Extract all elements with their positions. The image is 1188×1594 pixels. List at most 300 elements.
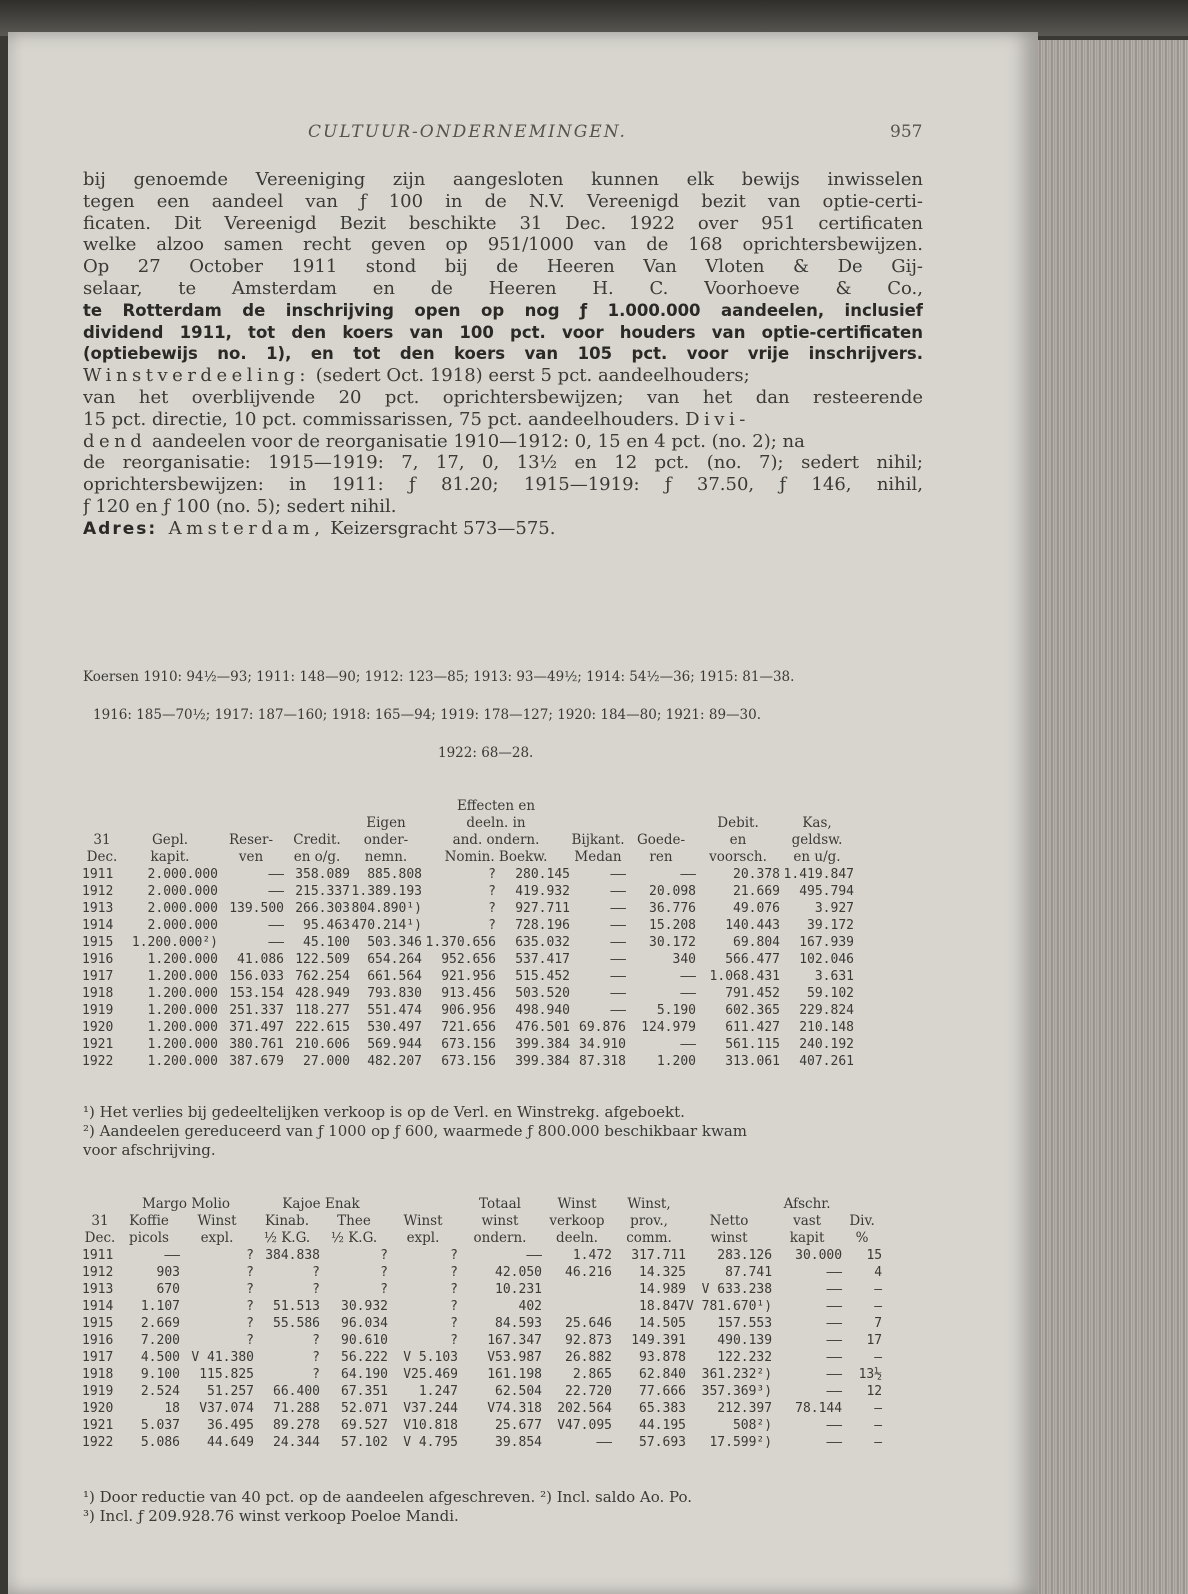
- table-header-cell: [626, 815, 696, 832]
- table-cell: 18.847: [639, 1299, 686, 1314]
- table-header-cell: and. ondern.: [452, 832, 540, 848]
- table-cell: 673.156: [441, 1037, 496, 1052]
- table-cell: —: [874, 1401, 883, 1416]
- footnote: ³) Incl. ƒ 209.928.76 winst verkoop Poeloe Mandi.: [83, 1507, 459, 1525]
- table-cell: 90.610: [341, 1333, 388, 1348]
- table-header-cell: [82, 815, 122, 832]
- table-cell: ?: [312, 1333, 320, 1348]
- table-cell: V74.318: [487, 1401, 542, 1416]
- table-cell: 2.000.000: [147, 901, 218, 916]
- table-cell: 793.830: [367, 986, 422, 1001]
- table-cell: ?: [488, 867, 496, 882]
- table-header-cell: [570, 798, 626, 815]
- table-cell: 661.564: [367, 969, 422, 984]
- table-header-cell: 31: [91, 1213, 109, 1229]
- table-cell: 202.564: [557, 1401, 612, 1416]
- table-cell: 51.257: [207, 1384, 254, 1399]
- table-header-cell: Gepl.: [151, 832, 189, 848]
- table-header-cell: Koffie: [129, 1213, 169, 1229]
- adres-label: Adres:: [83, 518, 158, 539]
- table-cell: 51.513: [273, 1299, 320, 1314]
- table-cell: 2.669: [140, 1316, 180, 1331]
- table-cell: 482.207: [367, 1054, 422, 1069]
- book-page-edges: [1030, 40, 1188, 1594]
- table-header-cell: [842, 1196, 882, 1213]
- table-header-cell: Afschr.: [783, 1196, 831, 1212]
- table-cell: 358.089: [295, 867, 350, 882]
- table-cell: 13½: [858, 1367, 883, 1382]
- table-header-cell: Goede-: [636, 832, 686, 848]
- table-cell: 156.033: [229, 969, 284, 984]
- balance-footnotes: [83, 1103, 923, 1160]
- table-cell: 1920: [82, 1020, 114, 1035]
- table-cell: 1921: [82, 1037, 114, 1052]
- table-header-cell: [218, 798, 284, 815]
- table-cell: 1.200.000: [147, 1037, 218, 1052]
- table-cell: 1919: [82, 1003, 114, 1018]
- table-cell: 251.337: [229, 1003, 284, 1018]
- table-header-cell: Margo Molio: [141, 1196, 231, 1212]
- table-row: [82, 1417, 882, 1434]
- table-header-cell: voorsch.: [709, 849, 767, 865]
- table-cell: 537.417: [515, 952, 570, 967]
- running-title: CULTUUR-ONDERNEMINGEN.: [308, 122, 627, 142]
- table-cell: ?: [246, 1248, 254, 1263]
- table-row: [82, 951, 854, 968]
- table-cell: 39.854: [495, 1435, 542, 1450]
- table-cell: 17: [866, 1333, 883, 1348]
- table-header-cell: ven: [238, 849, 264, 865]
- table-header-cell: expl.: [200, 1230, 234, 1246]
- table-cell: 62.504: [495, 1384, 542, 1399]
- table-cell: 419.932: [515, 884, 570, 899]
- table-header-cell: Reser-: [228, 832, 274, 848]
- table-cell: 728.196: [515, 918, 570, 933]
- table-cell: 1916: [82, 952, 114, 967]
- table-header-cell: prov.,: [630, 1213, 668, 1229]
- table-header-cell: kapit.: [150, 849, 190, 865]
- table-cell: 804.890¹): [351, 901, 422, 916]
- table-cell: ——: [526, 1248, 542, 1263]
- table-cell: ?: [450, 1265, 458, 1280]
- table-cell: —: [874, 1418, 883, 1433]
- table-cell: 210.148: [799, 1020, 854, 1035]
- table-cell: V37.244: [403, 1401, 458, 1416]
- body-paragraph: [83, 169, 923, 540]
- table-cell: ?: [488, 884, 496, 899]
- table-cell: 210.606: [295, 1037, 350, 1052]
- body-line: tegen een aandeel van ƒ 100 in de N.V. Vereenigd bezit van optie-certi-: [83, 190, 923, 212]
- table-row: [82, 1247, 882, 1264]
- table-header-row: [82, 832, 854, 849]
- table-cell: 266.303: [295, 901, 350, 916]
- table-cell: 153.154: [229, 986, 284, 1001]
- table-cell: 59.102: [807, 986, 854, 1001]
- table-cell: —: [874, 1350, 883, 1365]
- table-cell: 1.200.000: [147, 1003, 218, 1018]
- table-cell: 384.838: [265, 1248, 320, 1263]
- table-cell: 41.086: [237, 952, 284, 967]
- table-cell: 399.384: [515, 1037, 570, 1052]
- table-row: [82, 934, 854, 951]
- table-cell: 387.679: [229, 1054, 284, 1069]
- table-cell: 371.497: [229, 1020, 284, 1035]
- table-cell: 26.882: [565, 1350, 612, 1365]
- table-header-row: [82, 849, 854, 866]
- table-header-cell: ren: [649, 849, 673, 865]
- table-cell: 1911: [82, 867, 114, 882]
- table-cell: 1915: [82, 935, 114, 950]
- table-header-cell: en u/g.: [793, 849, 841, 865]
- table-cell: ——: [826, 1418, 843, 1433]
- table-header-cell: Winst: [557, 1196, 597, 1212]
- table-cell: 2.000.000: [147, 884, 218, 899]
- table-cell: 24.344: [273, 1435, 320, 1450]
- bold-line: dividend 1911, tot den koers van 100 pct. voor houders van optie-certificaten: [83, 322, 923, 342]
- table-cell: 149.391: [631, 1333, 686, 1348]
- table-row: [82, 1298, 882, 1315]
- table-cell: ——: [610, 969, 626, 984]
- table-cell: 611.427: [725, 1020, 780, 1035]
- table-cell: V53.987: [487, 1350, 542, 1365]
- table-cell: ?: [488, 918, 496, 933]
- table-cell: ?: [450, 1299, 458, 1314]
- table-cell: 57.102: [341, 1435, 388, 1450]
- table-cell: 93.878: [639, 1350, 686, 1365]
- table-cell: ?: [312, 1367, 320, 1382]
- koersen-line: Koersen 1910: 94½—93; 1911: 148—90; 1912: 123—85; 1913: 93—49½; 1914: 54½—36; 1915: 81—38.: [83, 669, 795, 685]
- results-footnotes: [83, 1488, 923, 1526]
- table-header-cell: [780, 798, 854, 815]
- footnote: ¹) Het verlies bij gedeeltelijken verkoop is op de Verl. en Winstrekg. afgeboekt.: [83, 1103, 685, 1121]
- table-row: [82, 968, 854, 985]
- table-cell: 3.927: [814, 901, 854, 916]
- table-cell: ——: [826, 1333, 843, 1348]
- table-cell: 34.910: [579, 1037, 626, 1052]
- table-header-cell: en o/g.: [293, 849, 341, 865]
- table-cell: 1914: [82, 1299, 114, 1314]
- table-cell: ——: [610, 986, 626, 1001]
- table-cell: 1919: [82, 1384, 114, 1399]
- table-cell: ?: [312, 1282, 320, 1297]
- table-header-cell: winst: [481, 1213, 519, 1229]
- table-cell: 2.000.000: [147, 918, 218, 933]
- table-row: [82, 1366, 882, 1383]
- table-cell: 45.100: [303, 935, 350, 950]
- table-cell: V 633.238: [701, 1282, 773, 1297]
- table-cell: 44.649: [207, 1435, 254, 1450]
- table-header-cell: %: [855, 1230, 869, 1246]
- table-cell: ——: [826, 1299, 843, 1314]
- table-cell: 566.477: [725, 952, 780, 967]
- table-header-cell: comm.: [626, 1230, 672, 1246]
- table-cell: 952.656: [441, 952, 496, 967]
- table-cell: 14.989: [639, 1282, 686, 1297]
- table-cell: —: [874, 1299, 883, 1314]
- table-header-cell: [284, 815, 350, 832]
- table-cell: ?: [450, 1316, 458, 1331]
- book-page: [8, 32, 1038, 1594]
- table-header-cell: ½ K.G.: [330, 1230, 378, 1246]
- dividend-text: aandeelen voor de reorganisatie 1910—1912: 0, 15 en 4 pct. (no. 2); na: [152, 430, 805, 452]
- body-line: ƒ 120 en ƒ 100 (no. 5); sedert nihil.: [83, 495, 397, 517]
- table-cell: 52.071: [341, 1401, 388, 1416]
- table-cell: 1.370.656: [425, 935, 496, 950]
- table-row: [82, 1383, 882, 1400]
- dividend-label-part1: Divi-: [685, 408, 750, 430]
- table-cell: 1922: [82, 1435, 114, 1450]
- table-cell: 55.586: [273, 1316, 320, 1331]
- table-cell: 64.190: [341, 1367, 388, 1382]
- table-cell: 18: [164, 1401, 180, 1416]
- table-header-cell: [686, 1196, 772, 1213]
- table-header-row: [82, 1230, 882, 1247]
- table-header-cell: geldsw.: [791, 832, 843, 848]
- table-cell: ?: [246, 1282, 254, 1297]
- table-cell: 1.200: [656, 1054, 696, 1069]
- table-row: [82, 985, 854, 1002]
- table-cell: 118.277: [295, 1003, 350, 1018]
- table-cell: ——: [826, 1316, 843, 1331]
- table-cell: V 41.380: [191, 1350, 254, 1365]
- table-header-cell: Netto: [709, 1213, 749, 1229]
- table-cell: 167.347: [487, 1333, 542, 1348]
- table-cell: 2.524: [140, 1384, 180, 1399]
- table-cell: V10.818: [403, 1418, 458, 1433]
- table-cell: 4: [874, 1265, 883, 1280]
- table-cell: 1918: [82, 1367, 114, 1382]
- table-cell: 17.599²): [709, 1435, 773, 1450]
- table-cell: ?: [246, 1299, 254, 1314]
- page-number: 957: [890, 122, 923, 142]
- table-cell: ——: [164, 1248, 180, 1263]
- table-cell: 530.497: [367, 1020, 422, 1035]
- table-cell: 15: [866, 1248, 883, 1263]
- table-cell: 36.776: [649, 901, 696, 916]
- table-cell: 22.720: [565, 1384, 612, 1399]
- table-cell: ——: [826, 1367, 843, 1382]
- table-row: [82, 1281, 882, 1298]
- table-cell: 71.288: [273, 1401, 320, 1416]
- table-cell: 78.144: [795, 1401, 843, 1416]
- footnote: ²) Aandeelen gereduceerd van ƒ 1000 op ƒ 600, waarmede ƒ 800.000 beschikbaar kwam: [83, 1122, 748, 1140]
- table-cell: 4.500: [140, 1350, 180, 1365]
- table-cell: 122.509: [295, 952, 350, 967]
- table-cell: ?: [312, 1350, 320, 1365]
- table-cell: V25.469: [403, 1367, 458, 1382]
- table-header-cell: [626, 798, 696, 815]
- table-cell: ?: [450, 1333, 458, 1348]
- table-cell: 490.139: [717, 1333, 773, 1348]
- table-cell: 49.076: [733, 901, 780, 916]
- table-cell: 1920: [82, 1401, 114, 1416]
- table-row: [82, 1400, 882, 1417]
- table-cell: 39.172: [807, 918, 854, 933]
- table-cell: ?: [488, 901, 496, 916]
- table-header-row: [82, 1213, 882, 1230]
- table-header-cell: en: [729, 832, 747, 848]
- table-cell: ——: [826, 1282, 843, 1297]
- table-cell: 503.346: [367, 935, 422, 950]
- table-cell: 551.474: [367, 1003, 422, 1018]
- table-cell: 399.384: [515, 1054, 570, 1069]
- table-cell: 7.200: [140, 1333, 180, 1348]
- table-header-cell: kapit: [789, 1230, 825, 1246]
- table-cell: 1.200.000: [147, 1020, 218, 1035]
- table-cell: 1.472: [572, 1248, 612, 1263]
- table-row: [82, 1332, 882, 1349]
- scan-top-shadow: [0, 0, 1188, 36]
- table-row: [82, 1349, 882, 1366]
- table-header-cell: Winst,: [627, 1196, 671, 1212]
- table-header-cell: expl.: [406, 1230, 440, 1246]
- table-cell: 476.501: [515, 1020, 570, 1035]
- table-cell: 25.677: [495, 1418, 542, 1433]
- table-cell: ——: [596, 1435, 612, 1450]
- table-cell: 1911: [82, 1248, 114, 1263]
- table-cell: 498.940: [515, 1003, 570, 1018]
- table-header-cell: Medan: [574, 849, 622, 865]
- table-cell: 95.463: [303, 918, 350, 933]
- bold-line: te Rotterdam de inschrijving open op nog ƒ 1.000.000 aandeelen, inclusief: [83, 300, 923, 320]
- table-cell: ——: [610, 884, 626, 899]
- table-cell: ——: [610, 901, 626, 916]
- table-row: [82, 917, 854, 934]
- table-cell: 222.615: [295, 1020, 350, 1035]
- table-header-cell: verkoop: [549, 1213, 605, 1229]
- table-row: [82, 900, 854, 917]
- table-header-cell: [122, 815, 218, 832]
- body-line: oprichtersbewijzen: in 1911: ƒ 81.20; 1915—1919: ƒ 37.50, ƒ 146, nihil,: [83, 474, 923, 496]
- results-table: [82, 1196, 882, 1451]
- body-line: ficaten. Dit Vereenigd Bezit beschikte 31 Dec. 1922 over 951 certificaten: [83, 212, 923, 234]
- table-cell: 15.208: [649, 918, 696, 933]
- table-header-cell: [570, 815, 626, 832]
- table-cell: 1916: [82, 1333, 114, 1348]
- table-cell: 5.190: [656, 1003, 696, 1018]
- table-cell: 635.032: [515, 935, 570, 950]
- table-header-cell: Div.: [849, 1213, 875, 1229]
- table-header-cell: deeln. in: [466, 815, 526, 831]
- table-header-cell: Winst: [403, 1213, 443, 1229]
- table-header-cell: Kajoe Enak: [282, 1196, 360, 1212]
- dividend-pre-text: 15 pct. directie, 10 pct. commissarissen, 75 pct. aandeelhouders.: [83, 408, 680, 430]
- table-cell: 42.050: [495, 1265, 542, 1280]
- table-cell: ——: [268, 884, 284, 899]
- table-cell: 357.369³): [701, 1384, 773, 1399]
- table-cell: 361.232²): [701, 1367, 773, 1382]
- table-header-cell: Credit.: [293, 832, 341, 848]
- table-header-cell: Effecten en: [456, 798, 536, 814]
- table-cell: 14.325: [639, 1265, 686, 1280]
- table-cell: 1.107: [140, 1299, 180, 1314]
- table-cell: ——: [680, 1037, 696, 1052]
- table-cell: 317.711: [631, 1248, 686, 1263]
- table-row: [82, 1019, 854, 1036]
- table-cell: 927.711: [515, 901, 570, 916]
- table-cell: 1912: [82, 1265, 114, 1280]
- balance-table: [82, 798, 854, 1070]
- table-cell: 30.172: [649, 935, 696, 950]
- table-cell: 62.840: [639, 1367, 686, 1382]
- koersen-line: 1916: 185—70½; 1917: 187—160; 1918: 165—94; 1919: 178—127; 1920: 184—80; 1921: 89—30.: [93, 707, 762, 723]
- table-row: [82, 1002, 854, 1019]
- table-header-cell: ondern.: [473, 1230, 527, 1246]
- table-cell: [542, 1298, 612, 1315]
- table-cell: ?: [246, 1333, 254, 1348]
- table-cell: V 5.103: [403, 1350, 458, 1365]
- table-row: [82, 1434, 882, 1451]
- table-cell: 1918: [82, 986, 114, 1001]
- table-cell: 402: [518, 1299, 542, 1314]
- table-cell: 1.247: [418, 1384, 458, 1399]
- table-cell: 229.824: [799, 1003, 854, 1018]
- table-cell: 30.000: [795, 1248, 843, 1263]
- table-cell: 561.115: [725, 1037, 780, 1052]
- table-cell: 921.956: [441, 969, 496, 984]
- body-line: de reorganisatie: 1915—1919: 7, 17, 0, 13½ en 12 pct. (no. 7); sedert nihil;: [83, 452, 923, 474]
- table-cell: 167.939: [799, 935, 854, 950]
- table-cell: 140.443: [725, 918, 780, 933]
- table-cell: V 4.795: [403, 1435, 458, 1450]
- winstverdeeling-text: (sedert Oct. 1918) eerst 5 pct. aandeelhouders;: [315, 365, 750, 387]
- table-cell: 5.037: [140, 1418, 180, 1433]
- table-cell: 340: [672, 952, 696, 967]
- table-header-cell: vast: [793, 1213, 822, 1229]
- bold-line: (optiebewijs no. 1), en tot den koers van 105 pct. voor vrije inschrijvers.: [83, 344, 923, 364]
- footnote: ¹) Door reductie van 40 pct. op de aandeelen afgeschreven. ²) Incl. saldo Ao. Po.: [83, 1488, 693, 1506]
- table-cell: ?: [450, 1248, 458, 1263]
- table-header-cell: [122, 798, 218, 815]
- table-cell: 3.631: [814, 969, 854, 984]
- footnote: voor afschrijving.: [83, 1141, 216, 1159]
- body-line: selaar, te Amsterdam en de Heeren H. C. Voorhoeve & Co.,: [83, 277, 923, 299]
- table-cell: 283.126: [717, 1248, 773, 1263]
- table-header-cell: Kas,: [802, 815, 832, 831]
- table-cell: 470.214¹): [351, 918, 422, 933]
- body-line: welke alzoo samen recht geven op 951/1000 van de 168 oprichtersbewijzen.: [83, 234, 923, 256]
- table-cell: 102.046: [799, 952, 854, 967]
- adres-city: Amsterdam,: [168, 517, 325, 539]
- table-header-cell: [284, 798, 350, 815]
- table-cell: ——: [680, 867, 696, 882]
- table-cell: 67.351: [341, 1384, 388, 1399]
- body-line: Op 27 October 1911 stond bij de Heeren Van Vloten & De Gij-: [83, 256, 923, 278]
- table-cell: ?: [246, 1316, 254, 1331]
- table-cell: 791.452: [725, 986, 780, 1001]
- adres-line: [83, 518, 923, 540]
- table-row: [82, 1053, 854, 1070]
- table-cell: 1913: [82, 901, 114, 916]
- table-cell: 77.666: [639, 1384, 686, 1399]
- table-row: [82, 1036, 854, 1053]
- table-cell: 27.000: [303, 1054, 350, 1069]
- table-header-cell: deeln.: [556, 1230, 598, 1246]
- winstverdeeling-label: Winstverdeeling:: [83, 365, 310, 387]
- table-cell: 670: [156, 1282, 180, 1297]
- table-cell: ?: [312, 1265, 320, 1280]
- table-cell: 161.198: [487, 1367, 542, 1382]
- table-cell: 56.222: [341, 1350, 388, 1365]
- table-cell: 36.495: [207, 1418, 254, 1433]
- table-cell: 1913: [82, 1282, 114, 1297]
- table-cell: 1922: [82, 1054, 114, 1069]
- dividend-line: [83, 409, 923, 431]
- table-cell: 280.145: [515, 867, 570, 882]
- table-cell: 124.979: [641, 1020, 696, 1035]
- table-cell: 2.865: [572, 1367, 612, 1382]
- table-cell: ?: [380, 1282, 388, 1297]
